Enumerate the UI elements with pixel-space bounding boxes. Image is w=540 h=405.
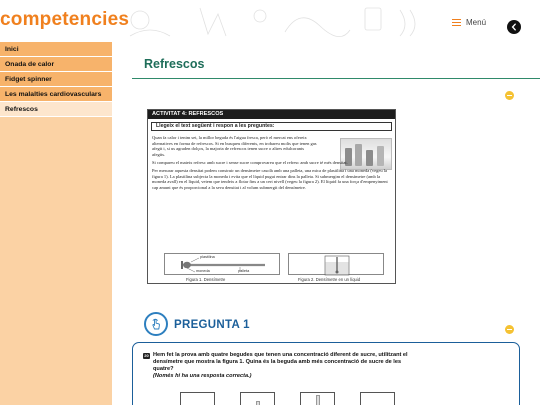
figure-1-caption: Figura 1. Densímetre xyxy=(186,277,226,282)
main-content xyxy=(112,42,540,405)
activity-paragraph: Si compareu el mateix refresc amb sucre i sense sucre comprovareu que el refresc amb sucre té més densitat. xyxy=(152,159,348,165)
collapse-question-button[interactable] xyxy=(505,325,514,334)
app-logo[interactable]: competencies xyxy=(0,9,130,30)
menu-button[interactable] xyxy=(452,18,486,27)
activity-paragraph: Per mesurar aquesta densitat podem construir un densímetre casolà amb una palleta, una mica de plastilina i una moneda (vegeu la figura 1). La plastilina subjecta la moneda i evita que el líquid pugui entrar dins la palleta. Si submergim el densímetre (amb la moneda avall) en el líquid, veiem que tendeix a flotar fins a un cert nivell (vegeu la figura 2). El líquid fa una força d'empenyiment cap amunt que és proporcional a la seva densitat i al volum submergit del densímetre. xyxy=(152,167,388,190)
tap-hand-icon xyxy=(144,312,168,336)
activity-text xyxy=(152,135,393,193)
figure-1-densimeter xyxy=(164,253,280,275)
sidebar-item-refrescos[interactable]: Refrescos xyxy=(0,102,112,117)
activity-card xyxy=(147,109,396,284)
sidebar-item-onada-de-calor[interactable]: Onada de calor xyxy=(0,57,112,72)
question-prompt: Hem fet la prova amb quatre begudes que tenen una concentració diferent de sucre, utilitzant el densímetre que mostra la figura 1. Quina és la beguda amb més concentració de sucre de les quatre? xyxy=(153,352,408,372)
minus-icon xyxy=(507,95,512,96)
page-title: Refrescos xyxy=(144,57,205,71)
densimeter-drawing xyxy=(165,254,281,276)
question-note: (Només hi ha una resposta correcta.) xyxy=(153,373,252,379)
chevron-left-icon xyxy=(510,23,518,31)
label-moneda: moneda xyxy=(196,269,210,273)
minus-icon xyxy=(507,329,512,330)
question-card xyxy=(132,342,520,405)
sidebar-item-fidget-spinner[interactable]: Fidget spinner xyxy=(0,72,112,87)
menu-label: Menú xyxy=(466,18,487,27)
header-doodle-illustration xyxy=(110,2,440,40)
answer-option-c[interactable] xyxy=(300,392,335,405)
label-plastilina: plastilina xyxy=(200,255,215,259)
header xyxy=(0,0,540,42)
title-divider xyxy=(132,78,540,79)
collapse-activity-button[interactable] xyxy=(505,91,514,100)
sidebar-nav xyxy=(0,42,112,405)
question-title: PREGUNTA 1 xyxy=(174,319,250,331)
back-button[interactable] xyxy=(507,20,521,34)
hamburger-icon xyxy=(452,19,461,26)
figure-2-caption: Figura 2. Densímetre en un líquid xyxy=(298,277,361,282)
question-text xyxy=(153,352,423,380)
question-number: 20 xyxy=(144,353,149,358)
sidebar-item-inici[interactable]: Inici xyxy=(0,42,112,57)
liquid-glass-drawing xyxy=(289,254,385,276)
sidebar-item-malalties-cardiovasculars[interactable]: Les malalties cardiovasculars xyxy=(0,87,112,102)
activity-instruction: Llegeix el text següent i respon a les preguntes: xyxy=(151,122,392,131)
figure-2-densimeter-in-liquid xyxy=(288,253,384,275)
activity-paragraph: Quan fa calor i tenim set, la millor beguda és l'aigua fresca, però el mercat ens ofereix alternatives en forma de refrescos. Si en busqueu diferents, en trobareu molts que tenen gas afegit i, si us agraden dolços, la majoria de refrescos tenen sucre o altres edulcorants afegits. xyxy=(152,135,317,157)
answer-option-b[interactable] xyxy=(240,392,275,405)
label-palleta: palleta xyxy=(238,269,250,273)
answer-option-d[interactable] xyxy=(360,392,395,405)
activity-heading: ACTIVITAT 4: REFRESCOS xyxy=(148,110,395,119)
answer-option-a[interactable] xyxy=(180,392,215,405)
